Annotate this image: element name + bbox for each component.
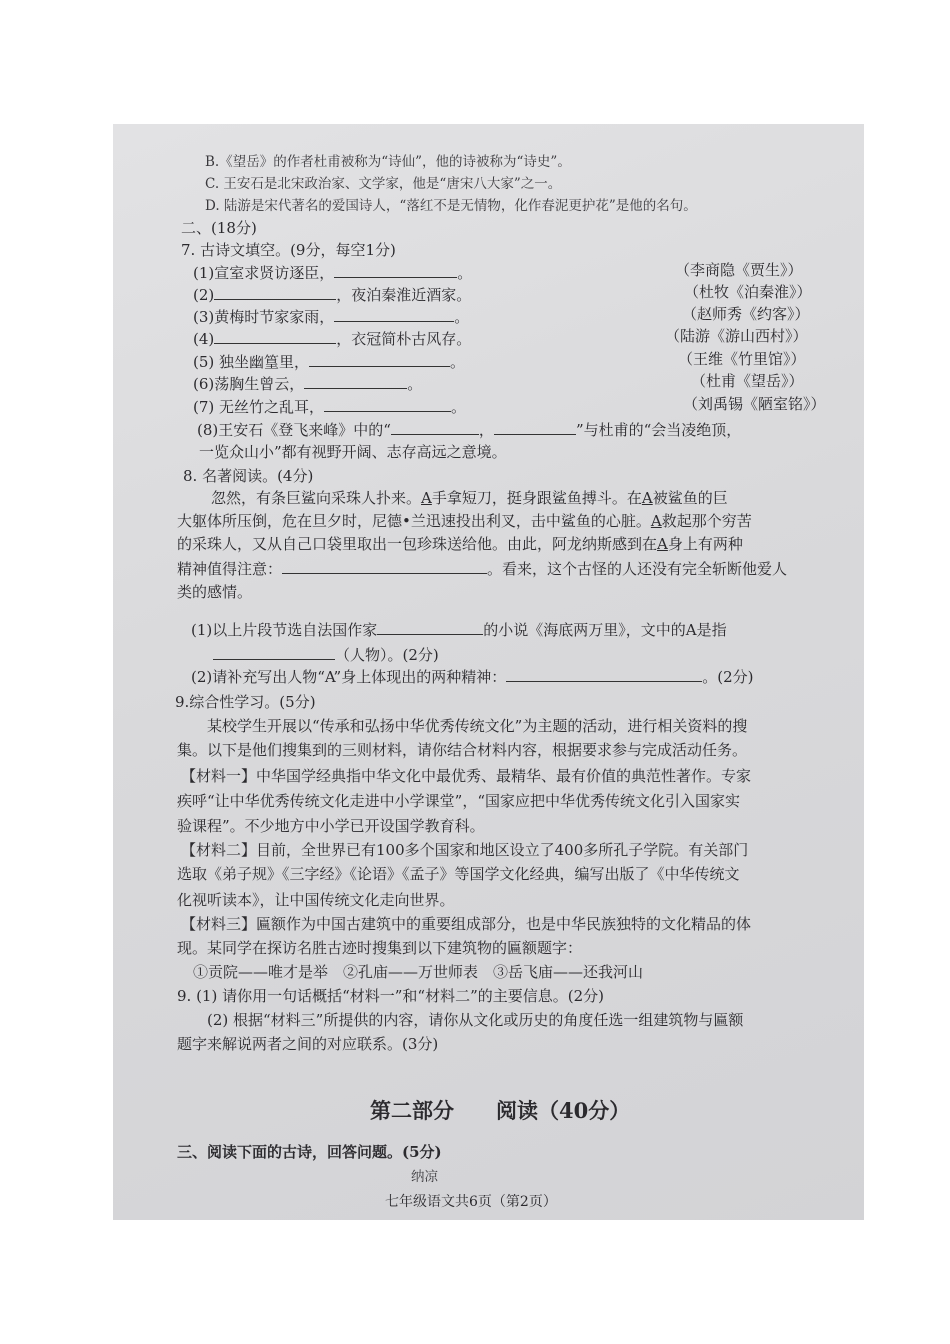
q7-item-8-text: (8)王安石《登飞来峰》中的“ (197, 421, 391, 439)
q7-item-1 (193, 262, 472, 283)
q7-item-2-text: (2) (193, 286, 215, 304)
q7-item-8-comma: ， (478, 421, 494, 439)
q8-passage-line-5: 类的感情。 (177, 583, 253, 601)
q8-sub-1-text-3: （人物）。(2分) (335, 646, 439, 664)
page-footer: 七年级语文共6页（第2页） (385, 1194, 557, 1210)
q8-text: 救起那个穷苦 (661, 512, 752, 530)
q9-task-1: 9. (1) 请你用一句话概括“材料一”和“材料二”的主要信息。(2分) (177, 987, 605, 1005)
q8-passage-line-3 (177, 534, 743, 554)
q7-item-3-cite: （赵师秀《约客》） (682, 305, 810, 323)
q8-text: 被鲨鱼的巨 (652, 489, 728, 507)
q7-item-5-cite: （王维《竹里馆》） (678, 350, 806, 368)
q8-a-mark: A (657, 535, 668, 553)
q7-item-2 (193, 284, 471, 305)
q7-item-6 (193, 373, 422, 394)
q7-item-8-text-2: ”与杜甫的“会当凌绝顶， (575, 421, 742, 439)
q7-item-8-blank-2[interactable] (494, 419, 576, 435)
q8-text: 大躯体所压倒，危在旦夕时，尼德•兰迅速投出利叉，击中鲨鱼的心脏。 (177, 512, 651, 530)
q7-item-4-blank[interactable] (214, 328, 336, 344)
q8-text: 。看来，这个古怪的人还没有完全斩断他爱人 (487, 560, 788, 578)
q8-sub-1 (191, 619, 727, 640)
q8-author-blank[interactable] (377, 619, 483, 635)
q7-item-6-cite: （杜甫《望岳》） (691, 372, 804, 390)
material-2-line-1: 【材料二】目前，全世界已有100多个国家和地区设立了400多所孔子学院。有关部门 (181, 841, 749, 859)
q7-item-8-line-2: 一览众山小”都有视野开阔、志存高远之意境。 (199, 443, 507, 461)
q9-intro-2: 集。以下是他们搜集到的三则材料，请你结合材料内容，根据要求参与完成活动任务。 (177, 741, 748, 759)
q8-spirits-blank[interactable] (506, 666, 702, 682)
q8-person-blank[interactable] (213, 644, 335, 660)
q7-item-2-cite: （杜牧《泊秦淮》） (684, 283, 812, 301)
material-3-line-2: 现。某同学在探访名胜古迹时搜集到以下建筑物的匾额题字： (177, 939, 583, 957)
q7-item-1-blank[interactable] (334, 262, 457, 278)
q8-text: 的采珠人，又从自己口袋里取出一包珍珠送给他。由此，阿龙纳斯感到在 (177, 535, 658, 553)
material-2-line-2: 选取《弟子规》《三字经》《论语》《孟子》等国学文化经典，编写出版了《中华传统文 (177, 865, 740, 883)
q8-a-mark: A (641, 489, 653, 507)
q7-item-7-cite: （刘禹锡《陋室铭》） (683, 395, 826, 413)
q8-sub-1-line-2 (213, 644, 439, 665)
q7-item-3-text: (3)黄梅时节家家雨， (193, 308, 335, 326)
q7-item-7 (193, 396, 466, 417)
q8-text: 精神值得注意： (177, 560, 283, 578)
q7-item-6-blank[interactable] (304, 373, 407, 389)
q9-task-2-line-1: (2) 根据“材料三”所提供的内容，请你从文化或历史的角度任选一组建筑物与匾额 (207, 1011, 744, 1029)
q7-heading: 7. 古诗文填空。(9分，每空1分) (181, 241, 396, 259)
q9-heading: 9.综合性学习。(5分) (175, 693, 316, 711)
q7-item-4-end: ，衣冠简朴古风存。 (336, 330, 472, 348)
option-d: D. 陆游是宋代著名的爱国诗人，“落红不是无情物，化作春泥更护花”是他的名句。 (205, 198, 697, 214)
material-1-line-3: 验课程”。不少地方中小学已开设国学教育科。 (177, 817, 485, 835)
q7-item-8-blank-1[interactable] (391, 419, 479, 435)
q8-heading: 8. 名著阅读。(4分) (183, 467, 314, 485)
q8-text: 忽然，有条巨鲨向采珠人扑来。 (211, 489, 422, 507)
q7-item-4 (193, 328, 471, 349)
q8-passage-line-2 (177, 511, 752, 531)
q7-item-6-text: (6)荡胸生曾云， (193, 375, 305, 393)
q7-item-5 (193, 351, 465, 372)
q7-item-4-cite: （陆游《游山西村》） (665, 327, 808, 345)
q7-item-1-cite: （李商隐《贾生》） (675, 261, 803, 279)
q8-passage-line-1 (211, 488, 728, 508)
part-two-title: 第二部分 阅读（40分） (370, 1098, 631, 1123)
q8-passage-line-4 (177, 558, 787, 579)
q7-item-5-end: 。 (450, 353, 466, 371)
q8-sub-1-text-2: 的小说《海底两万里》，文中的A是指 (483, 621, 727, 639)
material-1-line-1: 【材料一】中华国学经典指中华文化中最优秀、最精华、最有价值的典范性著作。专家 (181, 767, 752, 785)
material-1-line-2: 疾呼“让中华优秀传统文化走进中小学课堂”，“国家应把中华优秀传统文化引入国家实 (177, 792, 741, 810)
material-3-line-3: ①贡院——唯才是举 ②孔庙——万世师表 ③岳飞庙——还我河山 (193, 963, 644, 981)
q7-item-6-end: 。 (407, 375, 423, 393)
q8-a-mark: A (650, 512, 662, 530)
q8-text: 身上有两种 (667, 535, 743, 553)
q7-item-3-end: 。 (454, 308, 470, 326)
poem-title: 纳凉 (411, 1169, 438, 1185)
q7-item-5-blank[interactable] (309, 351, 450, 367)
exam-page (113, 124, 864, 1220)
q8-text: 手拿短刀，挺身跟鲨鱼搏斗。在 (431, 489, 642, 507)
q7-item-4-text: (4) (193, 330, 215, 348)
q7-item-3 (193, 306, 469, 327)
material-3-line-1: 【材料三】匾额作为中国古建筑中的重要组成部分，也是中华民族独特的文化精品的体 (181, 915, 752, 933)
q8-sub-2-text: (2)请补充写出人物“A”身上体现出的两种精神： (191, 668, 507, 686)
q7-item-7-blank[interactable] (324, 396, 451, 412)
q7-item-1-text: (1)宣室求贤访逐臣， (193, 264, 335, 282)
material-2-line-3: 化视听读本》，让中国传统文化走向世界。 (177, 891, 455, 909)
q7-item-5-text: (5) 独坐幽篁里， (193, 353, 310, 371)
q7-item-7-text: (7) 无丝竹之乱耳， (193, 398, 325, 416)
section-two-heading: 二、(18分) (181, 219, 257, 237)
q7-item-8 (197, 419, 741, 440)
option-c: C. 王安石是北宋政治家、文学家，他是“唐宋八大家”之一。 (205, 176, 562, 192)
q8-spirit-blank[interactable] (282, 558, 487, 574)
q8-sub-1-text: (1)以上片段节选自法国作家 (191, 621, 378, 639)
section-three-heading: 三、阅读下面的古诗，回答问题。(5分) (177, 1143, 442, 1161)
q7-item-7-end: 。 (451, 398, 467, 416)
q9-intro-1: 某校学生开展以“传承和弘扬中华优秀传统文化”为主题的活动，进行相关资料的搜 (207, 717, 748, 735)
option-b: B.《望岳》的作者杜甫被称为“诗仙”，他的诗被称为“诗史”。 (205, 154, 571, 170)
q7-item-2-end: ，夜泊秦淮近酒家。 (336, 286, 472, 304)
q8-sub-2-end: 。(2分) (702, 668, 754, 686)
q9-task-2-line-2: 题字来解说两者之间的对应联系。(3分) (177, 1035, 439, 1053)
q8-a-mark: A (421, 489, 432, 507)
q7-item-2-blank[interactable] (214, 284, 336, 300)
q8-sub-2 (191, 666, 753, 687)
q7-item-3-blank[interactable] (334, 306, 454, 322)
q7-item-1-end: 。 (457, 264, 473, 282)
